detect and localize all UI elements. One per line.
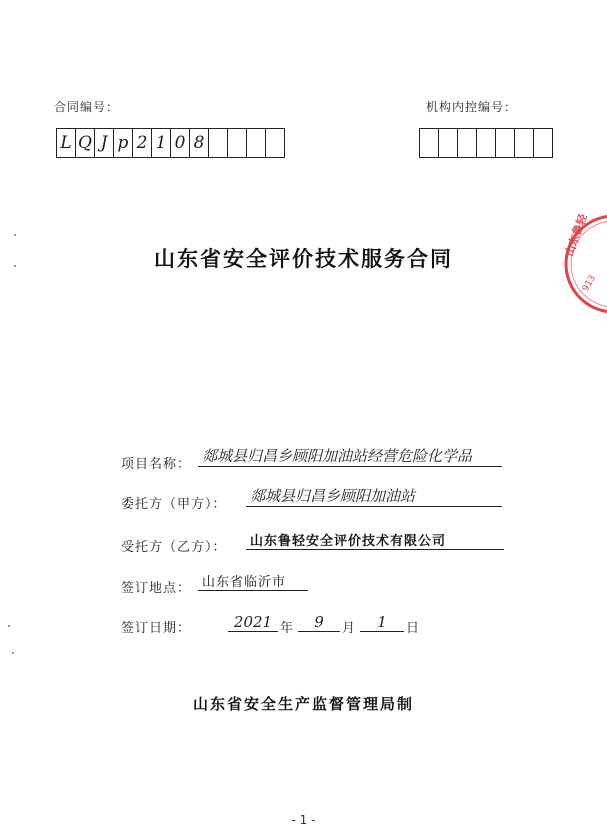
internal-number-char	[533, 129, 552, 157]
project-name-field	[198, 447, 502, 467]
client-field	[246, 487, 502, 507]
internal-number-char	[420, 129, 438, 157]
date-month-value: 9	[314, 613, 324, 631]
contract-number-char: 8	[189, 129, 208, 157]
contract-number-boxes	[56, 128, 285, 158]
signing-date-label: 签订日期：	[121, 621, 192, 636]
scan-speck	[14, 234, 16, 236]
project-name-label: 项目名称：	[121, 457, 192, 472]
date-month-unit: 月	[342, 621, 357, 636]
contract-number-label: 合同编号：	[54, 100, 120, 114]
client-label: 委托方（甲方）：	[121, 497, 227, 512]
contract-number-char	[208, 129, 227, 157]
date-day-unit: 日	[406, 621, 421, 636]
date-day-value: 1	[377, 613, 387, 631]
contractor-label: 受托方（乙方）：	[121, 540, 227, 555]
contract-number-char	[246, 129, 265, 157]
signing-location-label: 签订地点：	[121, 581, 192, 596]
contract-number-char: p	[113, 129, 132, 157]
internal-number-char	[476, 129, 495, 157]
contract-number-char: Q	[75, 129, 94, 157]
internal-number-char	[495, 129, 514, 157]
document-title: 山东省安全评价技术服务合同	[154, 247, 453, 271]
scan-speck	[8, 625, 10, 627]
contract-number-char	[265, 129, 284, 157]
internal-control-number-label: 机构内控编号：	[426, 100, 518, 114]
issuer-line: 山东省安全生产监督管理局制	[192, 695, 414, 713]
contractor-value: 山东鲁轻安全评价技术有限公司	[250, 534, 447, 549]
contract-number-char: 2	[132, 129, 151, 157]
contract-number-char: J	[94, 129, 113, 157]
page-number: - 1 -	[291, 813, 316, 827]
date-day-field	[360, 611, 404, 632]
signing-location-field	[198, 571, 308, 591]
scan-speck	[12, 652, 14, 654]
seal-digits: 913	[580, 273, 599, 294]
date-month-field	[298, 611, 340, 632]
date-year-value: 2021	[233, 613, 273, 631]
client-value: 郯城县归昌乡顾阳加油站	[250, 487, 416, 505]
contract-number-char: L	[60, 133, 72, 153]
seal-text: 山东鲁轻	[562, 212, 590, 259]
date-year-unit: 年	[280, 621, 295, 636]
contractor-field	[246, 530, 504, 550]
signing-location-value: 山东省临沂市	[202, 575, 287, 590]
internal-number-char	[438, 129, 457, 157]
internal-control-number-boxes	[419, 128, 553, 158]
date-year-field	[228, 611, 278, 632]
contract-number-char: 1	[151, 129, 170, 157]
contract-number-char	[227, 129, 246, 157]
contract-number-char: 0	[170, 129, 189, 157]
internal-number-char	[514, 129, 533, 157]
internal-number-char	[457, 129, 476, 157]
project-name-value: 郯城县归昌乡顾阳加油站经营危险化学品	[202, 447, 473, 465]
